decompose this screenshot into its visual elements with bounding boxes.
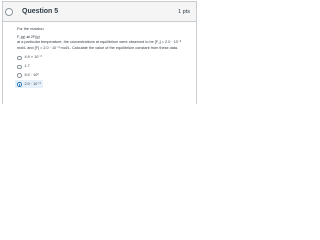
question-title: Question 5 [22, 8, 59, 15]
prompt-text-line1: at a particular temperature, the concentrations at equilibrium were observed to be [F₂] = 2.0 · 10⁻³ [17, 40, 182, 44]
question-body [3, 22, 196, 88]
prompt-intro: For the reaction [17, 27, 44, 31]
answer-label: 2.0 · 10⁻³ [24, 81, 41, 86]
answer-option-1[interactable] [17, 54, 188, 62]
prompt-reaction: F₂(g) ⇌ 2F(g) [17, 34, 40, 39]
radio-button[interactable] [17, 73, 22, 78]
answer-label: 5.0 · 10² [24, 72, 39, 77]
radio-button[interactable] [17, 56, 22, 61]
answer-option-4[interactable] [15, 80, 43, 88]
answer-label: 1.7 [24, 64, 30, 69]
answer-list [17, 54, 188, 88]
radio-button-selected[interactable] [17, 82, 22, 87]
question-points: 1 pts [178, 8, 190, 15]
flag-question-icon[interactable] [5, 8, 13, 16]
prompt-text-line2: mol/L and [F] = 2.0 · 10⁻³ mol/L. Calculate the value of the equilibrium constant from these data. [17, 45, 179, 50]
answer-label: 4.9 × 10⁻³ [24, 55, 42, 60]
answer-option-2[interactable] [17, 63, 188, 71]
radio-button[interactable] [17, 65, 22, 70]
question-header [3, 2, 196, 22]
question-prompt [17, 27, 188, 51]
answer-option-3[interactable] [17, 72, 188, 80]
question-card [2, 1, 197, 104]
